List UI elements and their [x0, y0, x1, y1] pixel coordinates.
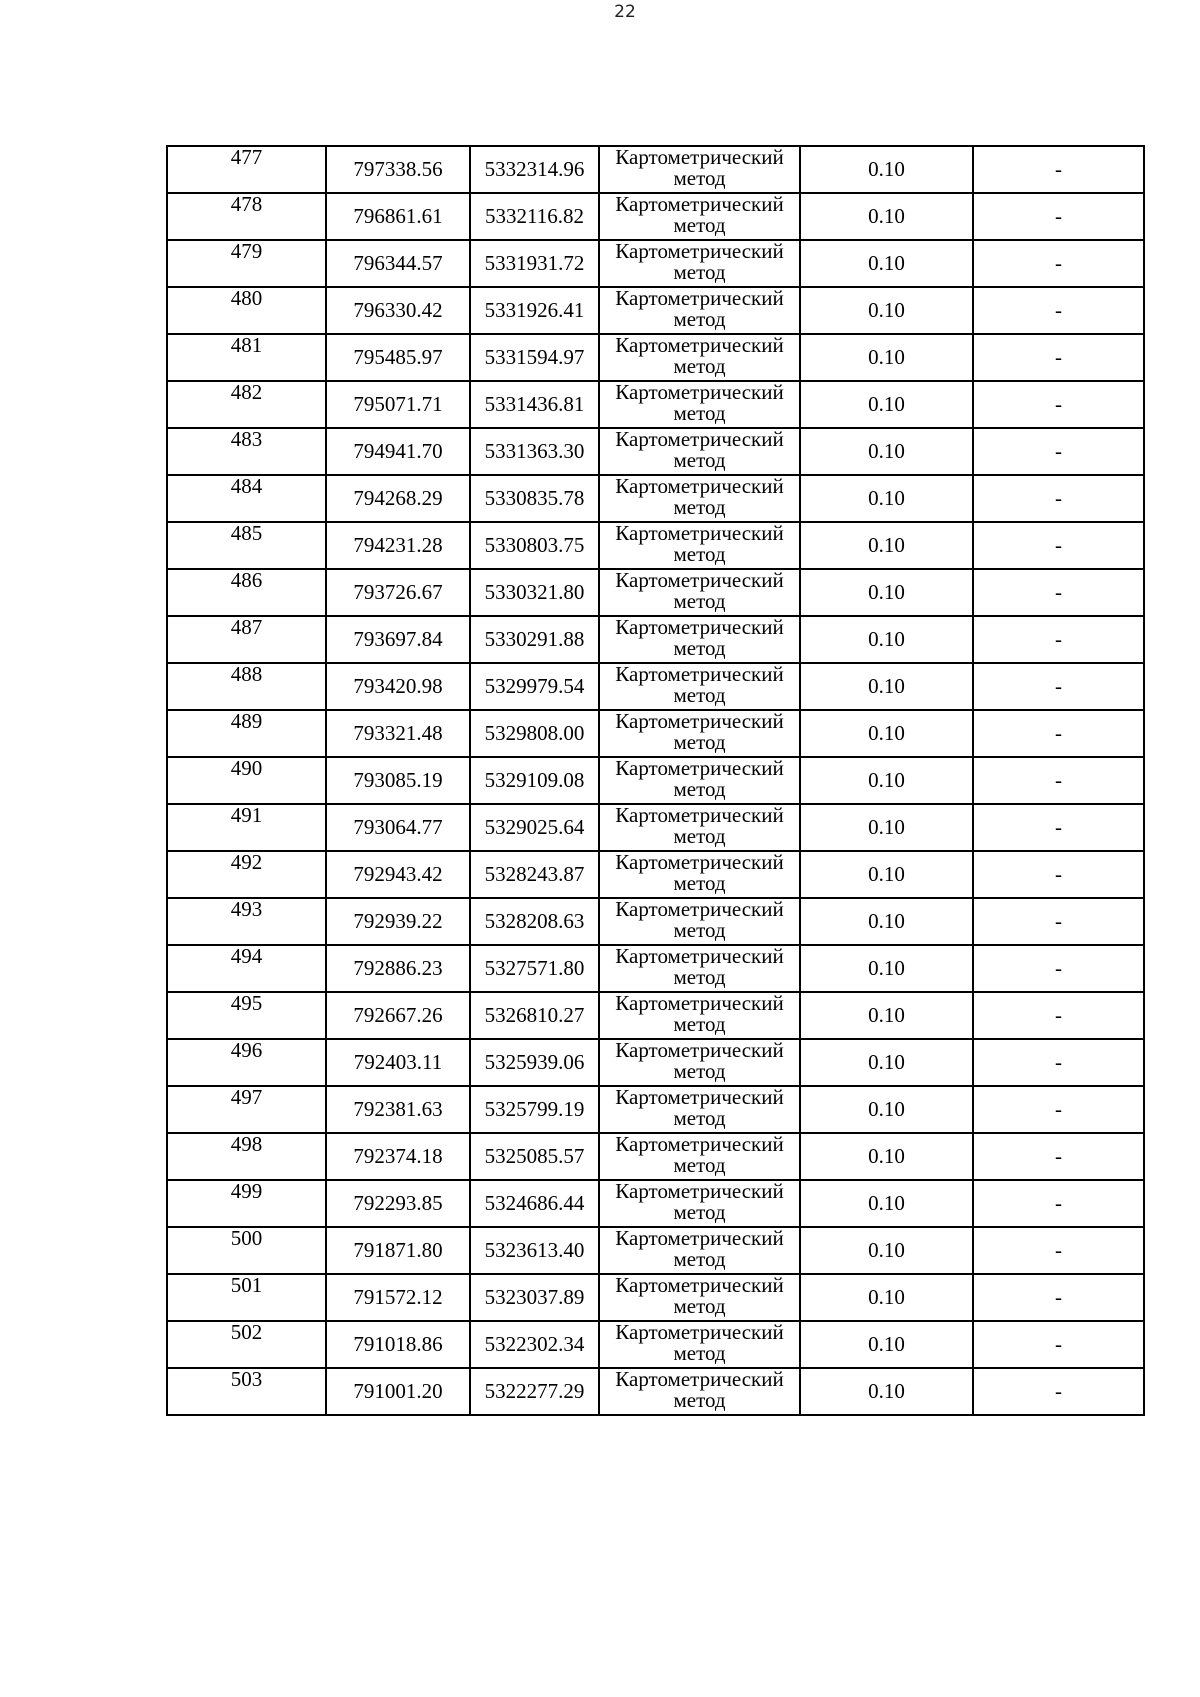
point-number-cell: 503 — [167, 1368, 326, 1415]
method-cell — [599, 804, 800, 851]
method-line1: Картометрический — [615, 709, 784, 733]
method-line1: Картометрический — [615, 192, 784, 216]
x-coordinate-cell: 796330.42 — [326, 287, 470, 334]
note-cell: - — [973, 569, 1144, 616]
point-number-cell: 486 — [167, 569, 326, 616]
method-cell — [599, 992, 800, 1039]
method-cell — [599, 381, 800, 428]
method-line1: Картометрический — [615, 615, 784, 639]
method-line2: метод — [673, 730, 726, 754]
table-row — [167, 1227, 1144, 1274]
y-coordinate-cell: 5323037.89 — [470, 1274, 599, 1321]
x-coordinate-cell: 791018.86 — [326, 1321, 470, 1368]
method-line2: метод — [673, 448, 726, 472]
method-cell — [599, 1321, 800, 1368]
y-coordinate-cell: 5323613.40 — [470, 1227, 599, 1274]
point-number-cell: 481 — [167, 334, 326, 381]
method-line2: метод — [673, 683, 726, 707]
point-number-cell: 501 — [167, 1274, 326, 1321]
method-cell — [599, 1039, 800, 1086]
method-cell — [599, 146, 800, 193]
accuracy-cell: 0.10 — [800, 522, 973, 569]
x-coordinate-cell: 791871.80 — [326, 1227, 470, 1274]
x-coordinate-cell: 793064.77 — [326, 804, 470, 851]
accuracy-cell: 0.10 — [800, 381, 973, 428]
accuracy-cell: 0.10 — [800, 1274, 973, 1321]
method-cell — [599, 616, 800, 663]
method-line1: Картометрический — [615, 897, 784, 921]
note-cell: - — [973, 804, 1144, 851]
y-coordinate-cell: 5322302.34 — [470, 1321, 599, 1368]
accuracy-cell: 0.10 — [800, 1227, 973, 1274]
point-number-cell: 485 — [167, 522, 326, 569]
note-cell: - — [973, 616, 1144, 663]
method-line2: метод — [673, 1341, 726, 1365]
method-line2: метод — [673, 213, 726, 237]
method-cell — [599, 1086, 800, 1133]
y-coordinate-cell: 5325799.19 — [470, 1086, 599, 1133]
accuracy-cell: 0.10 — [800, 616, 973, 663]
table-row — [167, 851, 1144, 898]
accuracy-cell: 0.10 — [800, 1039, 973, 1086]
table-row — [167, 757, 1144, 804]
method-line2: метод — [673, 777, 726, 801]
note-cell: - — [973, 1368, 1144, 1415]
y-coordinate-cell: 5330291.88 — [470, 616, 599, 663]
method-cell — [599, 193, 800, 240]
method-line1: Картометрический — [615, 1179, 784, 1203]
accuracy-cell: 0.10 — [800, 287, 973, 334]
method-cell — [599, 428, 800, 475]
x-coordinate-cell: 791572.12 — [326, 1274, 470, 1321]
point-number-cell: 480 — [167, 287, 326, 334]
y-coordinate-cell: 5331436.81 — [470, 381, 599, 428]
table-row — [167, 992, 1144, 1039]
x-coordinate-cell: 796344.57 — [326, 240, 470, 287]
point-number-cell: 490 — [167, 757, 326, 804]
accuracy-cell: 0.10 — [800, 146, 973, 193]
x-coordinate-cell: 797338.56 — [326, 146, 470, 193]
method-line1: Картометрический — [615, 1367, 784, 1391]
accuracy-cell: 0.10 — [800, 663, 973, 710]
coordinates-table — [166, 145, 1145, 1416]
accuracy-cell: 0.10 — [800, 1133, 973, 1180]
method-line1: Картометрический — [615, 662, 784, 686]
method-cell — [599, 1368, 800, 1415]
note-cell: - — [973, 851, 1144, 898]
table-row — [167, 804, 1144, 851]
y-coordinate-cell: 5330321.80 — [470, 569, 599, 616]
note-cell: - — [973, 945, 1144, 992]
point-number-cell: 500 — [167, 1227, 326, 1274]
table-row — [167, 945, 1144, 992]
point-number-cell: 498 — [167, 1133, 326, 1180]
y-coordinate-cell: 5332116.82 — [470, 193, 599, 240]
x-coordinate-cell: 793697.84 — [326, 616, 470, 663]
table-row — [167, 1180, 1144, 1227]
accuracy-cell: 0.10 — [800, 569, 973, 616]
accuracy-cell: 0.10 — [800, 240, 973, 287]
note-cell: - — [973, 898, 1144, 945]
x-coordinate-cell: 795485.97 — [326, 334, 470, 381]
accuracy-cell: 0.10 — [800, 898, 973, 945]
method-cell — [599, 757, 800, 804]
x-coordinate-cell: 792403.11 — [326, 1039, 470, 1086]
method-line2: метод — [673, 918, 726, 942]
y-coordinate-cell: 5331926.41 — [470, 287, 599, 334]
table-row — [167, 1086, 1144, 1133]
table-row — [167, 193, 1144, 240]
method-line1: Картометрический — [615, 991, 784, 1015]
table-row — [167, 146, 1144, 193]
point-number-cell: 495 — [167, 992, 326, 1039]
x-coordinate-cell: 791001.20 — [326, 1368, 470, 1415]
y-coordinate-cell: 5329109.08 — [470, 757, 599, 804]
method-cell — [599, 334, 800, 381]
y-coordinate-cell: 5328243.87 — [470, 851, 599, 898]
note-cell: - — [973, 428, 1144, 475]
method-line1: Картометрический — [615, 145, 784, 169]
accuracy-cell: 0.10 — [800, 428, 973, 475]
accuracy-cell: 0.10 — [800, 757, 973, 804]
method-cell — [599, 522, 800, 569]
table-row — [167, 1368, 1144, 1415]
point-number-cell: 497 — [167, 1086, 326, 1133]
method-line2: метод — [673, 542, 726, 566]
method-line2: метод — [673, 1247, 726, 1271]
table-row — [167, 475, 1144, 522]
method-line1: Картометрический — [615, 803, 784, 827]
method-line2: метод — [673, 824, 726, 848]
method-line1: Картометрический — [615, 568, 784, 592]
accuracy-cell: 0.10 — [800, 193, 973, 240]
method-cell — [599, 663, 800, 710]
x-coordinate-cell: 794268.29 — [326, 475, 470, 522]
table-row — [167, 898, 1144, 945]
method-line1: Картометрический — [615, 333, 784, 357]
x-coordinate-cell: 793726.67 — [326, 569, 470, 616]
method-line1: Картометрический — [615, 1132, 784, 1156]
method-line2: метод — [673, 589, 726, 613]
x-coordinate-cell: 794231.28 — [326, 522, 470, 569]
method-cell — [599, 240, 800, 287]
accuracy-cell: 0.10 — [800, 1086, 973, 1133]
note-cell: - — [973, 710, 1144, 757]
y-coordinate-cell: 5324686.44 — [470, 1180, 599, 1227]
method-cell — [599, 1227, 800, 1274]
x-coordinate-cell: 792374.18 — [326, 1133, 470, 1180]
point-number-cell: 487 — [167, 616, 326, 663]
table-row — [167, 1133, 1144, 1180]
point-number-cell: 483 — [167, 428, 326, 475]
method-cell — [599, 945, 800, 992]
method-line2: метод — [673, 1012, 726, 1036]
point-number-cell: 479 — [167, 240, 326, 287]
method-line2: метод — [673, 1106, 726, 1130]
accuracy-cell: 0.10 — [800, 804, 973, 851]
method-line1: Картометрический — [615, 239, 784, 263]
y-coordinate-cell: 5330803.75 — [470, 522, 599, 569]
y-coordinate-cell: 5331594.97 — [470, 334, 599, 381]
method-line1: Картометрический — [615, 1226, 784, 1250]
table-row — [167, 522, 1144, 569]
x-coordinate-cell: 795071.71 — [326, 381, 470, 428]
x-coordinate-cell: 794941.70 — [326, 428, 470, 475]
note-cell: - — [973, 381, 1144, 428]
point-number-cell: 499 — [167, 1180, 326, 1227]
y-coordinate-cell: 5331363.30 — [470, 428, 599, 475]
point-number-cell: 494 — [167, 945, 326, 992]
y-coordinate-cell: 5332314.96 — [470, 146, 599, 193]
note-cell: - — [973, 1086, 1144, 1133]
method-cell — [599, 851, 800, 898]
x-coordinate-cell: 792381.63 — [326, 1086, 470, 1133]
point-number-cell: 478 — [167, 193, 326, 240]
x-coordinate-cell: 793321.48 — [326, 710, 470, 757]
page-number: 22 — [614, 2, 636, 22]
note-cell: - — [973, 240, 1144, 287]
note-cell: - — [973, 663, 1144, 710]
point-number-cell: 496 — [167, 1039, 326, 1086]
table-row — [167, 616, 1144, 663]
x-coordinate-cell: 792943.42 — [326, 851, 470, 898]
table-row — [167, 428, 1144, 475]
accuracy-cell: 0.10 — [800, 1321, 973, 1368]
note-cell: - — [973, 1133, 1144, 1180]
note-cell: - — [973, 1321, 1144, 1368]
y-coordinate-cell: 5329808.00 — [470, 710, 599, 757]
x-coordinate-cell: 792293.85 — [326, 1180, 470, 1227]
y-coordinate-cell: 5327571.80 — [470, 945, 599, 992]
accuracy-cell: 0.10 — [800, 710, 973, 757]
y-coordinate-cell: 5325085.57 — [470, 1133, 599, 1180]
y-coordinate-cell: 5328208.63 — [470, 898, 599, 945]
method-line2: метод — [673, 401, 726, 425]
method-cell — [599, 1133, 800, 1180]
method-line1: Картометрический — [615, 756, 784, 780]
point-number-cell: 492 — [167, 851, 326, 898]
note-cell: - — [973, 522, 1144, 569]
point-number-cell: 477 — [167, 146, 326, 193]
note-cell: - — [973, 1180, 1144, 1227]
method-line1: Картометрический — [615, 286, 784, 310]
x-coordinate-cell: 793420.98 — [326, 663, 470, 710]
note-cell: - — [973, 1274, 1144, 1321]
method-line1: Картометрический — [615, 944, 784, 968]
method-cell — [599, 287, 800, 334]
accuracy-cell: 0.10 — [800, 1180, 973, 1227]
y-coordinate-cell: 5331931.72 — [470, 240, 599, 287]
y-coordinate-cell: 5325939.06 — [470, 1039, 599, 1086]
accuracy-cell: 0.10 — [800, 992, 973, 1039]
method-cell — [599, 898, 800, 945]
method-line2: метод — [673, 1200, 726, 1224]
note-cell: - — [973, 757, 1144, 804]
point-number-cell: 493 — [167, 898, 326, 945]
method-line2: метод — [673, 495, 726, 519]
table-row — [167, 569, 1144, 616]
method-line2: метод — [673, 1294, 726, 1318]
accuracy-cell: 0.10 — [800, 945, 973, 992]
x-coordinate-cell: 792939.22 — [326, 898, 470, 945]
method-line2: метод — [673, 354, 726, 378]
method-line2: метод — [673, 1153, 726, 1177]
table-row — [167, 1321, 1144, 1368]
method-cell — [599, 1274, 800, 1321]
note-cell: - — [973, 193, 1144, 240]
note-cell: - — [973, 334, 1144, 381]
method-line2: метод — [673, 636, 726, 660]
method-line1: Картометрический — [615, 380, 784, 404]
accuracy-cell: 0.10 — [800, 851, 973, 898]
note-cell: - — [973, 475, 1144, 522]
y-coordinate-cell: 5330835.78 — [470, 475, 599, 522]
method-line1: Картометрический — [615, 850, 784, 874]
method-line1: Картометрический — [615, 427, 784, 451]
coordinates-table-body — [167, 146, 1144, 1415]
method-cell — [599, 710, 800, 757]
x-coordinate-cell: 792886.23 — [326, 945, 470, 992]
x-coordinate-cell: 796861.61 — [326, 193, 470, 240]
method-line2: метод — [673, 166, 726, 190]
accuracy-cell: 0.10 — [800, 334, 973, 381]
point-number-cell: 484 — [167, 475, 326, 522]
method-line1: Картометрический — [615, 1273, 784, 1297]
table-row — [167, 381, 1144, 428]
note-cell: - — [973, 287, 1144, 334]
method-line1: Картометрический — [615, 521, 784, 545]
note-cell: - — [973, 1227, 1144, 1274]
point-number-cell: 491 — [167, 804, 326, 851]
method-line2: метод — [673, 1059, 726, 1083]
note-cell: - — [973, 146, 1144, 193]
method-line2: метод — [673, 307, 726, 331]
x-coordinate-cell: 792667.26 — [326, 992, 470, 1039]
method-line2: метод — [673, 871, 726, 895]
y-coordinate-cell: 5329979.54 — [470, 663, 599, 710]
note-cell: - — [973, 992, 1144, 1039]
x-coordinate-cell: 793085.19 — [326, 757, 470, 804]
table-row — [167, 1274, 1144, 1321]
method-cell — [599, 569, 800, 616]
method-line1: Картометрический — [615, 1038, 784, 1062]
table-row — [167, 1039, 1144, 1086]
method-line1: Картометрический — [615, 474, 784, 498]
table-row — [167, 663, 1144, 710]
y-coordinate-cell: 5322277.29 — [470, 1368, 599, 1415]
method-line2: метод — [673, 260, 726, 284]
accuracy-cell: 0.10 — [800, 1368, 973, 1415]
y-coordinate-cell: 5329025.64 — [470, 804, 599, 851]
method-line1: Картометрический — [615, 1320, 784, 1344]
y-coordinate-cell: 5326810.27 — [470, 992, 599, 1039]
accuracy-cell: 0.10 — [800, 475, 973, 522]
table-row — [167, 287, 1144, 334]
method-cell — [599, 475, 800, 522]
point-number-cell: 489 — [167, 710, 326, 757]
table-row — [167, 240, 1144, 287]
point-number-cell: 488 — [167, 663, 326, 710]
method-line2: метод — [673, 965, 726, 989]
method-line1: Картометрический — [615, 1085, 784, 1109]
method-line2: метод — [673, 1388, 726, 1412]
table-row — [167, 710, 1144, 757]
table-row — [167, 334, 1144, 381]
method-cell — [599, 1180, 800, 1227]
point-number-cell: 502 — [167, 1321, 326, 1368]
note-cell: - — [973, 1039, 1144, 1086]
point-number-cell: 482 — [167, 381, 326, 428]
